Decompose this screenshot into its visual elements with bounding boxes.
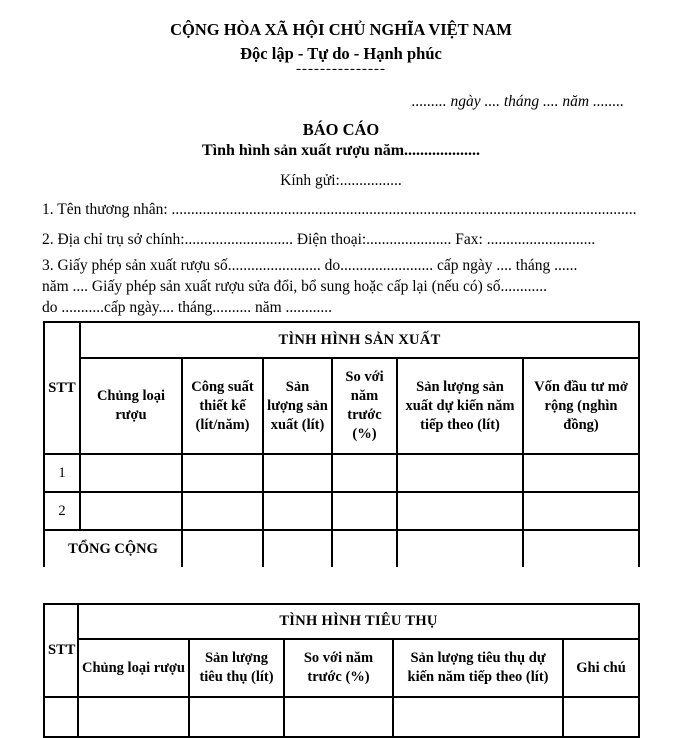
consumption-col-type: Chủng loại rượu <box>78 639 189 697</box>
production-row-2-cell <box>332 492 397 530</box>
item-license <box>42 255 640 318</box>
consumption-group-header: TÌNH HÌNH TIÊU THỤ <box>78 604 639 639</box>
production-row-2 <box>44 492 639 530</box>
production-row-2-stt: 2 <box>44 492 80 530</box>
consumption-row-1-cell <box>78 697 189 737</box>
production-total-cell <box>263 530 332 567</box>
production-row-2-cell <box>182 492 263 530</box>
item-license-line-2: năm .... Giấy phép sản xuất rượu sửa đổi, bổ sung hoặc cấp lại (nếu có) số............ <box>42 278 547 295</box>
consumption-row-1-cell <box>563 697 639 737</box>
production-group-header: TÌNH HÌNH SẢN XUẤT <box>80 322 639 358</box>
production-total-cell <box>332 530 397 567</box>
report-subtitle: Tình hình sản xuất rượu năm................... <box>201 142 481 159</box>
production-total-row <box>44 530 639 567</box>
item-license-line-1: 3. Giấy phép sản xuất rượu số........................ do........................ cấp ngày .... tháng ...... <box>42 257 578 274</box>
production-row-1-cell <box>80 454 182 492</box>
consumption-col-next-year-plan: Sản lượng tiêu thụ dự kiến năm tiếp theo (lít) <box>393 639 563 697</box>
production-row-1-stt: 1 <box>44 454 80 492</box>
production-stt-header: STT <box>44 322 80 454</box>
production-col-type: Chủng loại rượu <box>80 358 182 454</box>
production-row-2-cell <box>263 492 332 530</box>
consumption-row-1-cell <box>393 697 563 737</box>
date-line: ......... ngày .... tháng .... năm ........ <box>411 93 624 110</box>
national-title: CỘNG HÒA XÃ HỘI CHỦ NGHĨA VIỆT NAM <box>170 20 512 39</box>
production-total-cell <box>397 530 523 567</box>
production-row-1-cell <box>523 454 639 492</box>
production-row-1-cell <box>397 454 523 492</box>
consumption-row-1-cell <box>284 697 393 737</box>
production-row-1-cell <box>263 454 332 492</box>
consumption-row-1-stt <box>44 697 78 737</box>
production-row-2-cell <box>397 492 523 530</box>
item-address-phone-fax: 2. Địa chỉ trụ sở chính:............................ Điện thoại:...................... Fax: ............................ <box>42 231 596 248</box>
production-row-1 <box>44 454 639 492</box>
consumption-table <box>43 603 640 738</box>
production-col-next-year-plan: Sản lượng sản xuất dự kiến năm tiếp theo (lít) <box>397 358 523 454</box>
item-license-line-3: do ...........cấp ngày.... tháng.......... năm ............ <box>42 299 333 316</box>
report-title: BÁO CÁO <box>302 120 380 139</box>
production-col-investment: Vốn đầu tư mở rộng (nghìn đồng) <box>523 358 639 454</box>
production-table <box>43 321 640 567</box>
consumption-row-1 <box>44 697 639 737</box>
consumption-col-vs-prev-year: So với năm trước (%) <box>284 639 393 697</box>
consumption-row-1-cell <box>189 697 284 737</box>
production-total-cell <box>182 530 263 567</box>
consumption-stt-header: STT <box>44 604 78 697</box>
production-row-2-cell <box>523 492 639 530</box>
production-total-label: TỔNG CỘNG <box>44 530 182 567</box>
production-row-2-cell <box>80 492 182 530</box>
national-motto: Độc lập - Tự do - Hạnh phúc <box>240 44 442 63</box>
salutation-line: Kính gửi:................ <box>280 172 402 189</box>
consumption-col-volume: Sản lượng tiêu thụ (lít) <box>189 639 284 697</box>
item-trader-name: 1. Tên thương nhân: ........................................................................................................................ <box>42 201 637 218</box>
divider-dashes: --------------- <box>296 61 386 77</box>
production-col-vs-prev-year: So với năm trước (%) <box>332 358 397 454</box>
production-row-1-cell <box>332 454 397 492</box>
production-row-1-cell <box>182 454 263 492</box>
production-col-output: Sản lượng sản xuất (lít) <box>263 358 332 454</box>
production-total-cell <box>523 530 639 567</box>
consumption-col-notes: Ghi chú <box>563 639 639 697</box>
production-col-capacity: Công suất thiết kế (lít/năm) <box>182 358 263 454</box>
